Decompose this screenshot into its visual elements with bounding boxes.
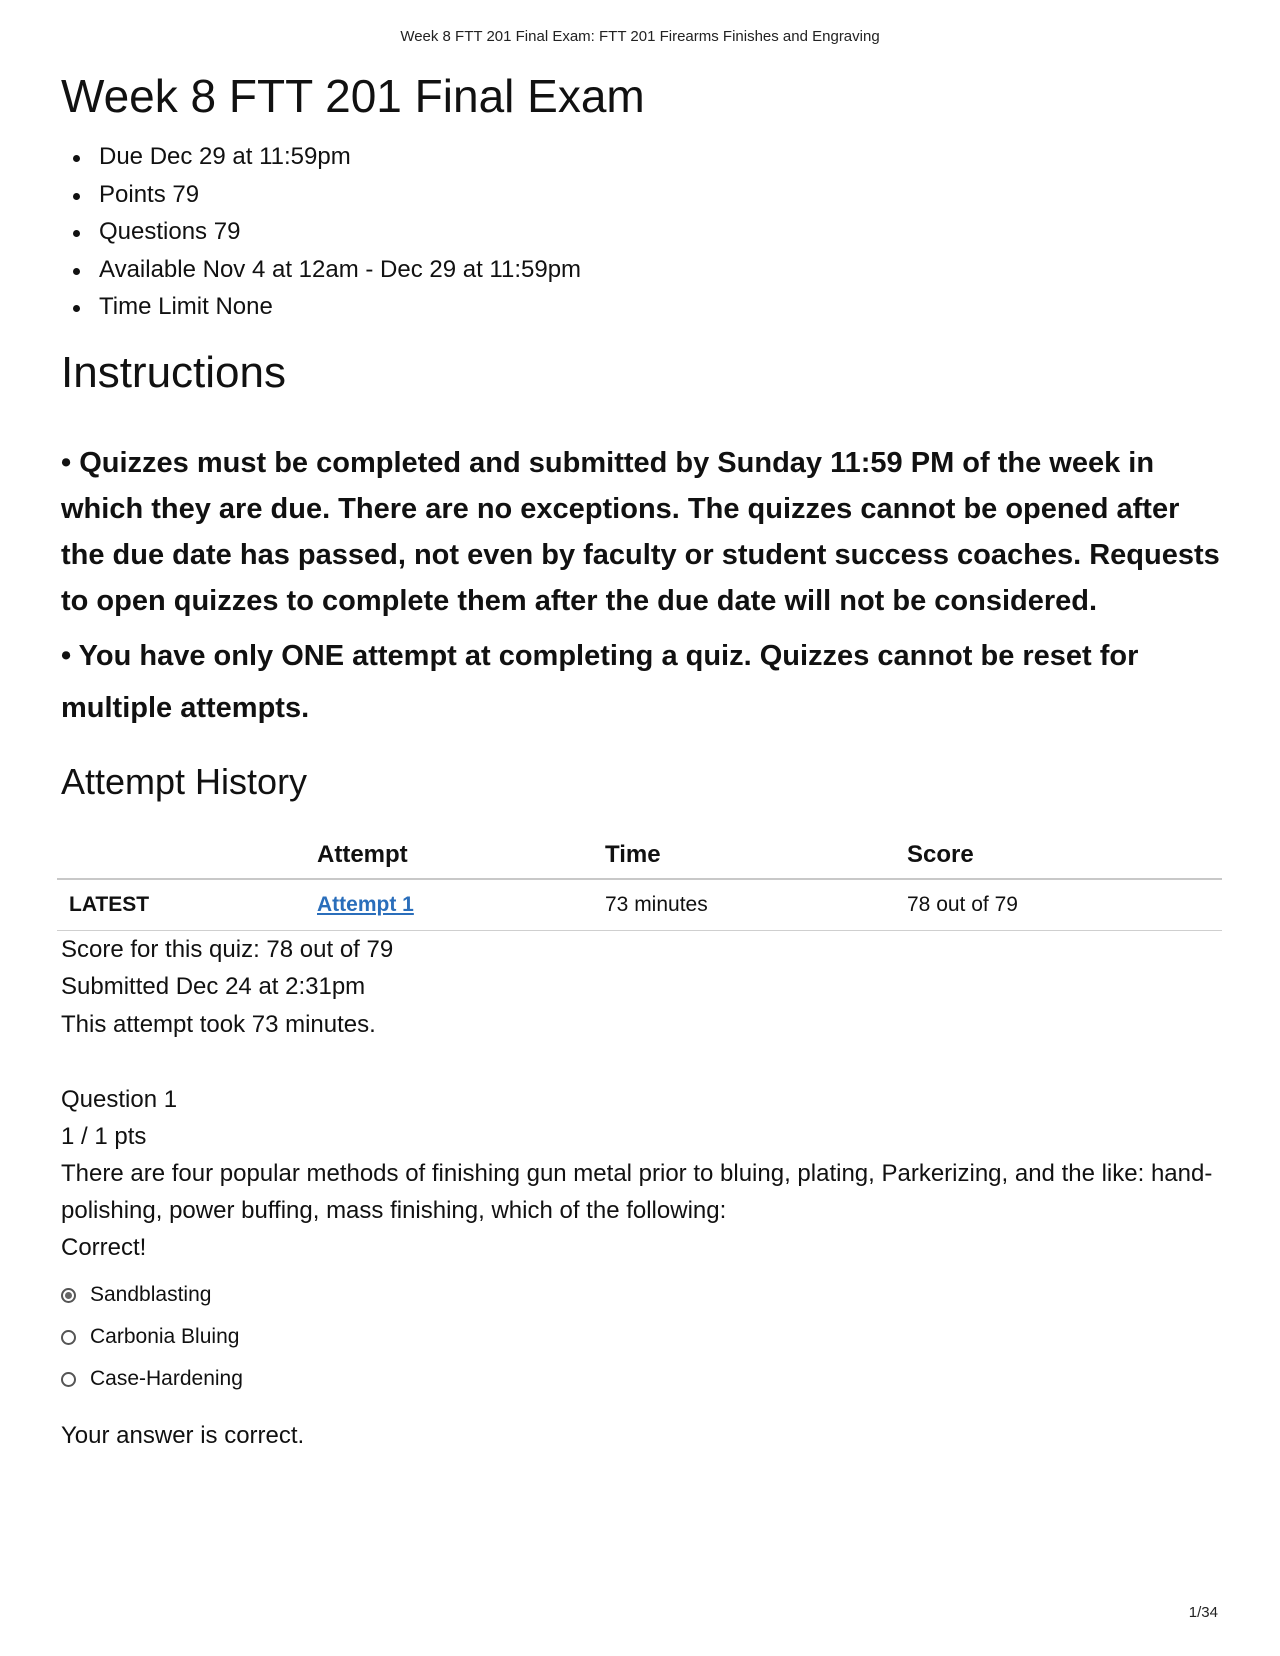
exam-title: Week 8 FTT 201 Final Exam <box>61 70 645 122</box>
attempt-summary <box>61 931 1221 1044</box>
question-status: Correct! <box>61 1234 147 1261</box>
question-points: 1 / 1 pts <box>61 1123 147 1150</box>
duration-line: This attempt took 73 minutes. <box>61 1010 376 1038</box>
answer-option-case-hardening[interactable] <box>61 1358 1221 1400</box>
time-cell: 73 minutes <box>605 879 907 931</box>
exam-details-list <box>61 138 1221 326</box>
answer-options <box>61 1274 1221 1400</box>
submitted-line: Submitted Dec 24 at 2:31pm <box>61 973 366 1000</box>
radio-unselected-icon[interactable] <box>61 1330 76 1345</box>
column-header-label <box>57 832 317 879</box>
exam-due-date: Due Dec 29 at 11:59pm <box>61 138 1221 176</box>
attempt-1-link[interactable]: Attempt 1 <box>317 892 414 916</box>
attempt-history-table <box>57 832 1222 931</box>
answer-label: Carbonia Bluing <box>90 1325 240 1348</box>
exam-points: Points 79 <box>61 176 1221 214</box>
instructions-heading: Instructions <box>61 347 286 397</box>
instruction-due-policy: • Quizzes must be completed and submitted by Sunday 11:59 PM of the week in which they are due. There are no exceptions. The quizzes cannot be opened after the due date has passed, not even by faculty or student success coaches. Requests to open quizzes to complete them after the due date will not be considered. <box>61 446 1220 617</box>
question-text: There are four popular methods of finishing gun metal prior to bluing, plating, Parkerizing, and the like: hand-polishing, power buffing, mass finishing, which of the following: <box>61 1160 1213 1224</box>
attempt-history-heading: Attempt History <box>61 760 308 802</box>
answer-option-sandblasting[interactable] <box>61 1274 1221 1316</box>
radio-selected-icon[interactable] <box>61 1288 76 1303</box>
column-header-attempt: Attempt <box>317 832 605 879</box>
exam-availability: Available Nov 4 at 12am - Dec 29 at 11:59pm <box>61 251 1221 289</box>
table-row <box>57 879 1222 931</box>
question-1 <box>61 1081 1221 1454</box>
answer-feedback: Your answer is correct. <box>61 1422 305 1449</box>
main-content <box>61 62 1221 1454</box>
latest-label: LATEST <box>57 879 317 931</box>
question-number: Question 1 <box>61 1086 178 1113</box>
instruction-attempt-policy: • You have only ONE attempt at completing a quiz. Quizzes cannot be reset for multiple attempts. <box>61 639 1139 724</box>
answer-label: Sandblasting <box>90 1283 212 1306</box>
exam-questions: Questions 79 <box>61 213 1221 251</box>
table-header-row <box>57 832 1222 879</box>
quiz-score-line: Score for this quiz: 78 out of 79 <box>61 935 394 963</box>
column-header-score: Score <box>907 832 1222 879</box>
page-number: 1/34 <box>1188 1604 1218 1621</box>
radio-unselected-icon[interactable] <box>61 1372 76 1387</box>
answer-option-carbonia-bluing[interactable] <box>61 1316 1221 1358</box>
exam-time-limit: Time Limit None <box>61 288 1221 326</box>
attempt-cell <box>317 879 605 931</box>
page-header-title: Week 8 FTT 201 Final Exam: FTT 201 Firearms Finishes and Engraving <box>400 28 880 45</box>
column-header-time: Time <box>605 832 907 879</box>
score-cell: 78 out of 79 <box>907 879 1222 931</box>
answer-label: Case-Hardening <box>90 1367 243 1390</box>
